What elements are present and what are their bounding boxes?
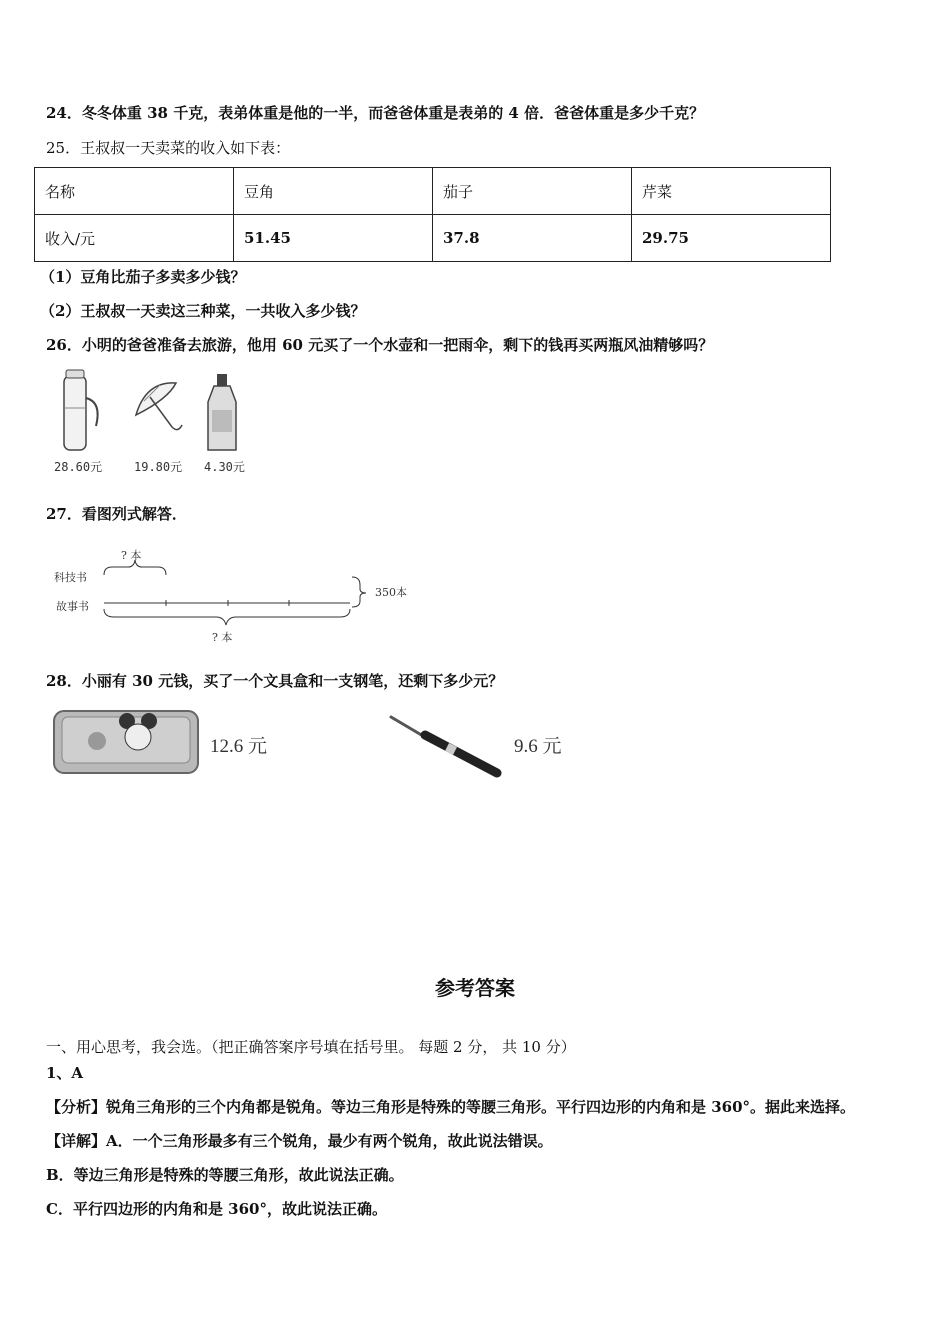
- question-24: 24．冬冬体重 38 千克，表弟体重是他的一半，而爸爸体重是表弟的 4 倍．爸爸体重是多少千克？: [46, 104, 705, 122]
- question-25-sub2: （2）王叔叔一天卖这三种菜，一共收入多少钱？: [40, 302, 366, 320]
- answer-analysis: 【分析】锐角三角形的三个内角都是锐角。等边三角形是特殊的等腰三角形。平行四边形的内角和是 360°。据此来选择。: [46, 1098, 856, 1116]
- income-table: [34, 167, 831, 262]
- umbrella-price: 19.80元: [134, 460, 183, 474]
- table-cell: 收入/元: [35, 215, 234, 262]
- table-header-row: [35, 168, 831, 215]
- pen-price: 9.6 元: [514, 736, 562, 757]
- kettle-image: [50, 368, 110, 453]
- pen-image: [385, 705, 505, 785]
- table-cell: 名称: [35, 168, 234, 215]
- table-cell: 37.8: [433, 215, 632, 262]
- table-cell: 芹菜: [632, 168, 831, 215]
- answer-title: 参考答案: [435, 976, 515, 1000]
- answer-c: C．平行四边形的内角和是 360°，故此说法正确。: [46, 1200, 387, 1218]
- diagram-bottom-label: ? 本: [212, 631, 233, 644]
- answer-1: 1、A: [46, 1064, 84, 1082]
- table-cell: 豆角: [234, 168, 433, 215]
- pencil-box-image: [52, 705, 202, 777]
- diagram-row2-label: 故事书: [56, 600, 89, 613]
- question-28: 28．小丽有 30 元钱，买了一个文具盒和一支钢笔，还剩下多少元？: [46, 672, 504, 690]
- question-25: 25．王叔叔一天卖菜的收入如下表：: [46, 139, 291, 157]
- question-27: 27．看图列式解答．: [46, 505, 187, 523]
- diagram-row1-label: 科技书: [54, 571, 87, 584]
- pencil-box-price: 12.6 元: [210, 736, 268, 757]
- answer-detail: 【详解】A．一个三角形最多有三个锐角，最少有两个锐角，故此说法错误。: [46, 1132, 553, 1150]
- question-26: 26．小明的爸爸准备去旅游，他用 60 元买了一个水壶和一把雨伞，剩下的钱再买两瓶风油精够吗？: [46, 336, 714, 354]
- diagram-total-label: 350本: [375, 586, 407, 599]
- answer-b: B．等边三角形是特殊的等腰三角形，故此说法正确。: [46, 1166, 404, 1184]
- oil-bottle-image: [202, 372, 242, 454]
- umbrella-image: [128, 375, 188, 450]
- kettle-price: 28.60元: [54, 460, 103, 474]
- question-25-sub1: （1）豆角比茄子多卖多少钱？: [40, 268, 246, 286]
- answer-section-heading: 一、用心思考，我会选。（把正确答案序号填在括号里。 每题 2 分， 共 10 分）: [46, 1038, 576, 1056]
- table-cell: 29.75: [632, 215, 831, 262]
- table-cell: 茄子: [433, 168, 632, 215]
- table-row: [35, 215, 831, 262]
- table-cell: 51.45: [234, 215, 433, 262]
- diagram-top-label: ? 本: [121, 549, 142, 562]
- bar-diagram: [100, 555, 380, 635]
- oil-price: 4.30元: [204, 460, 245, 474]
